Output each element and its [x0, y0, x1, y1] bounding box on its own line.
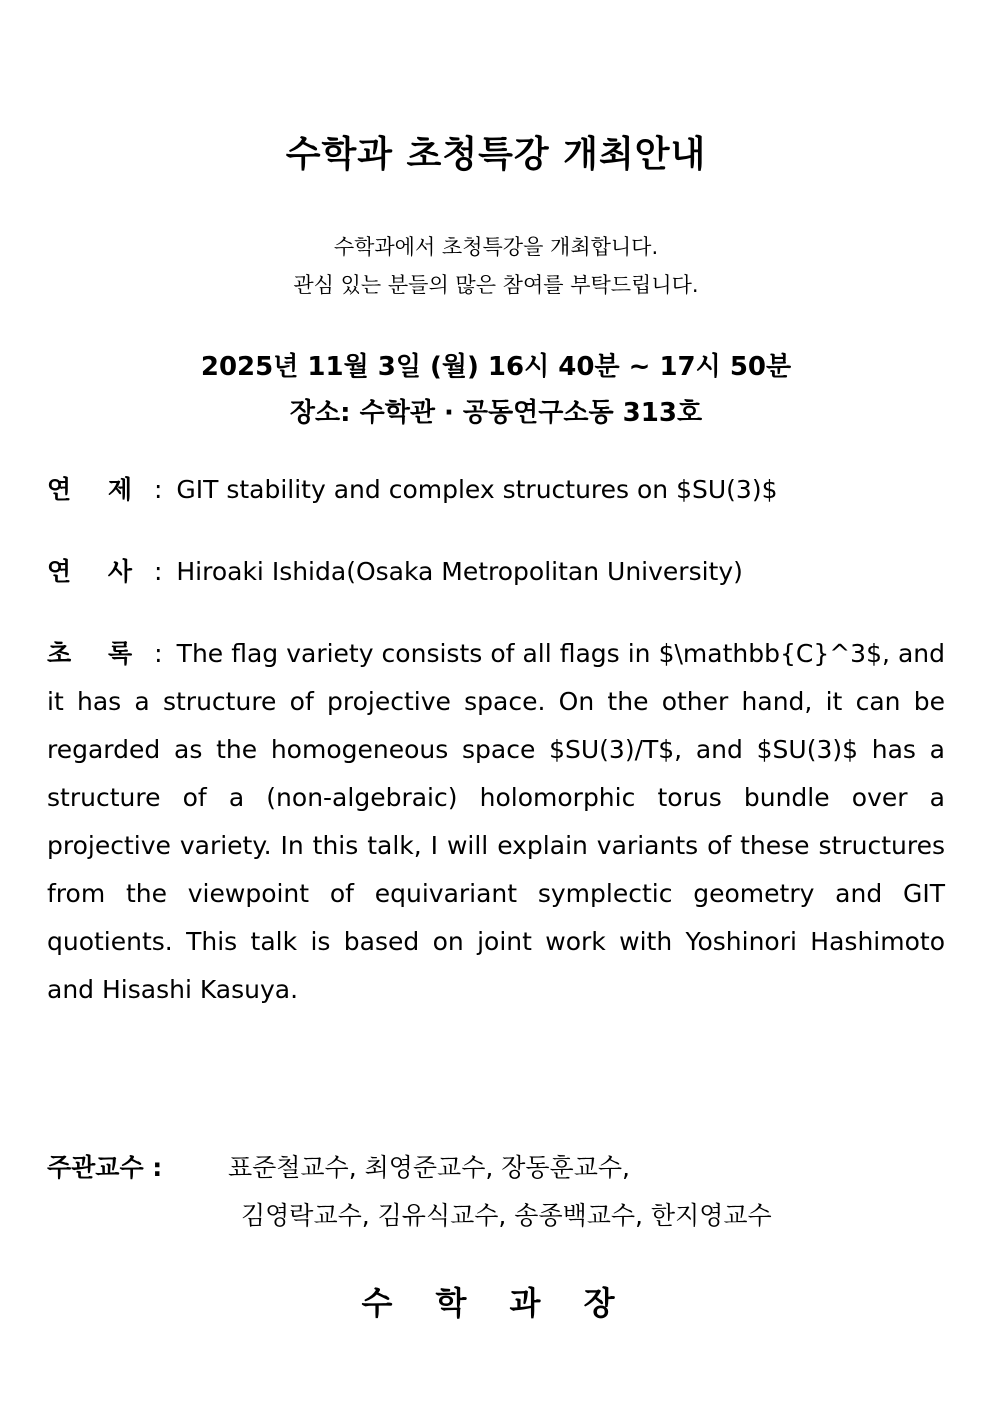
- hosts-block: [47, 1144, 947, 1240]
- hosts-line-2: [47, 1192, 947, 1240]
- hosts-line-1: [47, 1144, 947, 1192]
- hosts-names-2: 김영락교수, 김유식교수, 송종백교수, 한지영교수: [241, 1201, 772, 1230]
- topic-separator: :: [153, 475, 163, 504]
- hosts-label: 주관교수 :: [47, 1153, 163, 1182]
- topic-field: [47, 466, 945, 514]
- schedule-block: [0, 344, 992, 436]
- speaker-label: 연 사: [47, 557, 147, 586]
- abstract-separator: :: [154, 639, 163, 668]
- intro-line-2: 관심 있는 분들의 많은 참여를 부탁드립니다.: [293, 273, 699, 297]
- intro-line-1: 수학과에서 초청특강을 개최합니다.: [333, 235, 659, 259]
- abstract-field: [47, 630, 945, 1014]
- hosts-names-1: 표준철교수, 최영준교수, 장동훈교수,: [227, 1153, 630, 1182]
- speaker-separator: :: [153, 557, 163, 586]
- page-title: 수학과 초청특강 개최안내: [285, 134, 707, 175]
- event-datetime: 2025년 11월 3일 (월) 16시 40분 ~ 17시 50분: [200, 352, 792, 382]
- speaker-value: Hiroaki Ishida(Osaka Metropolitan University): [176, 557, 743, 586]
- topic-label: 연 제: [47, 475, 147, 504]
- signature: 수 학 과 장: [361, 1284, 631, 1322]
- speaker-field: [47, 548, 945, 596]
- topic-value: GIT stability and complex structures on $SU(3)$: [176, 475, 778, 504]
- event-location: 장소: 수학관 · 공동연구소동 313호: [289, 398, 703, 428]
- abstract-label: 초 록: [47, 639, 147, 668]
- abstract-text: The flag variety consists of all flags in $\mathbb{C}^3$, and it has a structure of projective space. On the other hand, it can be regarded as the homogeneous space $SU(3)/T$, and $SU(3)$ has a structure of a (non-algebraic) holomorphic torus bundle over a projective variety. In this talk, I will explain variants of these structures from the viewpoint of equivariant symplectic geometry and GIT quotients. This talk is based on joint work with Yoshinori Hashimoto and Hisashi Kasuya.: [47, 639, 946, 1004]
- intro-text: [0, 228, 992, 304]
